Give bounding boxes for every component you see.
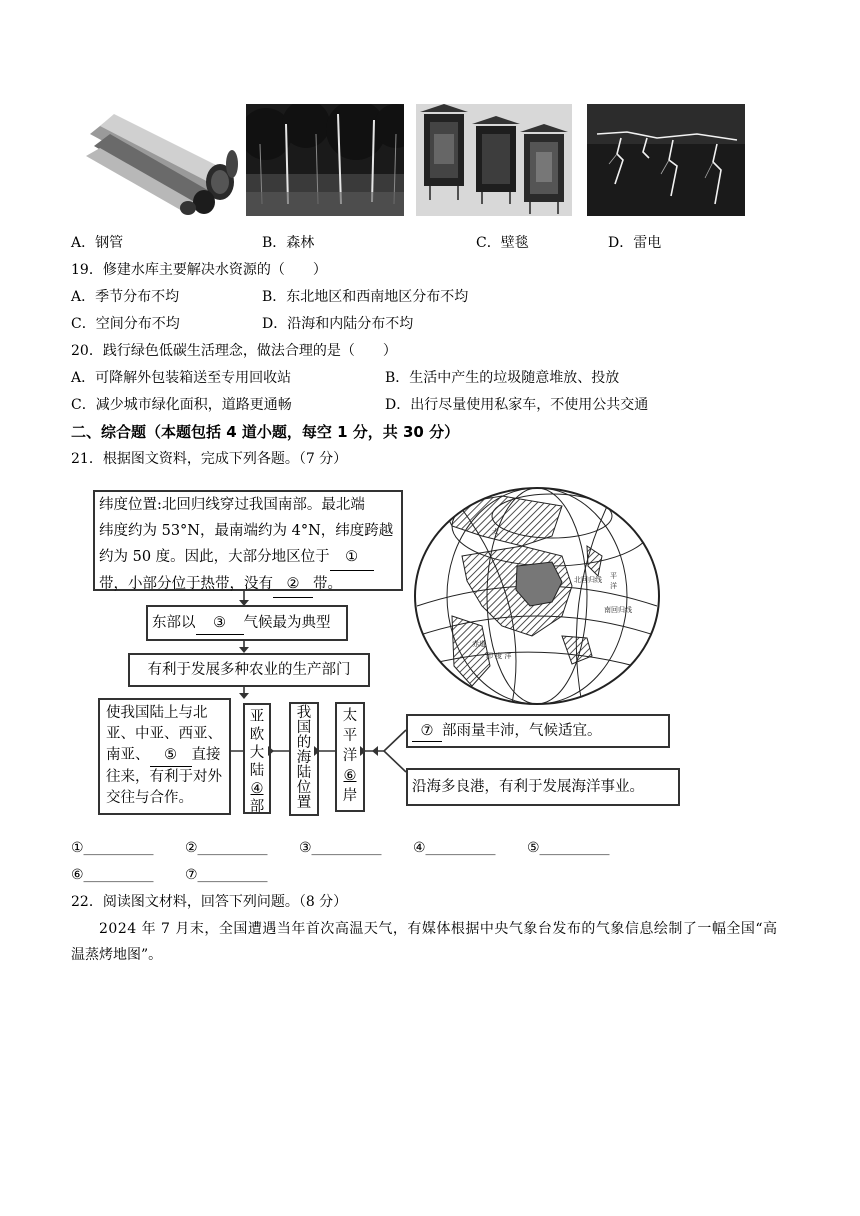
char: 陆 xyxy=(296,765,312,781)
section-title: 二、综合题（本题包括 4 道小题，每空 1 分，共 30 分） xyxy=(71,423,460,441)
east-climate-text xyxy=(152,607,342,639)
option-text: 森林 xyxy=(286,235,315,251)
char: 洋 xyxy=(342,748,358,764)
globe-label-tai: 太 xyxy=(492,528,499,536)
china-position-box xyxy=(289,702,319,816)
globe-label-indian-ocean: 印 度 洋 xyxy=(486,652,512,660)
q22-stem: 22．阅读图文材料，回答下列问题。（8 分） xyxy=(71,894,348,910)
answer-blank-2[interactable]: ②__________ xyxy=(185,840,268,856)
option-letter: C． xyxy=(476,235,501,251)
blank-7: ⑦ xyxy=(412,721,442,742)
char: 的 xyxy=(296,735,312,751)
answer-blank-1[interactable]: ①__________ xyxy=(71,840,154,856)
latitude-line-4 xyxy=(99,571,401,598)
option-letter: D． xyxy=(608,235,634,251)
q22-paragraph-line-1: 2024 年 7 月末，全国遭遇当年首次高温天气，有媒体根据中央气象台发布的气象信息绘制了一幅全国“高 xyxy=(99,921,778,937)
q19-option-b: B．东北地区和西南地区分布不均 xyxy=(262,289,469,305)
rainfall-box xyxy=(406,714,670,748)
q22-paragraph-line-2: 温蒸烤地图”。 xyxy=(71,947,163,963)
pacific-box xyxy=(335,702,365,812)
q19-option-a: A．季节分布不均 xyxy=(71,289,180,305)
q20-option-c: C．减少城市绿化面积，道路更通畅 xyxy=(71,397,292,413)
text: 带。 xyxy=(313,576,342,592)
answer-blank-5[interactable]: ⑤__________ xyxy=(527,840,610,856)
blank-6: ⑥ xyxy=(343,768,357,784)
rainfall-text xyxy=(412,716,664,746)
globe-label-tropic-cancer: 北回归线 xyxy=(574,576,602,584)
east-climate-box xyxy=(146,605,348,641)
char: 太 xyxy=(342,708,358,724)
text: 东部以 xyxy=(152,615,196,631)
blank-3: ③ xyxy=(196,612,244,635)
char: 部 xyxy=(249,799,265,815)
blank-2: ② xyxy=(273,571,313,598)
answer-blank-3[interactable]: ③__________ xyxy=(299,840,382,856)
q19-stem: 19．修建水库主要解决水资源的（ ） xyxy=(71,262,327,278)
char: 海 xyxy=(296,750,312,766)
q21-answers-row-2 xyxy=(71,865,299,885)
char: 国 xyxy=(296,720,312,736)
char: 亚 xyxy=(249,709,265,725)
land-exchange-box xyxy=(98,698,231,815)
q20-stem: 20．践行绿色低碳生活理念，做法合理的是（ ） xyxy=(71,343,397,359)
q20-option-b: B．生活中产生的垃圾随意堆放、投放 xyxy=(385,370,620,386)
char: 置 xyxy=(296,795,312,811)
option-letter: A． xyxy=(71,235,96,251)
blank-5: ⑤ xyxy=(150,745,192,767)
latitude-line-3 xyxy=(99,544,401,571)
text: 带，小部分位于热带，没有 xyxy=(99,576,273,592)
globe-label-yang: 洋 xyxy=(610,582,617,590)
q20-option-a: A．可降解外包装箱送至专用回收站 xyxy=(71,370,292,386)
latitude-line-2: 纬度约为 53°N，最南端约为 4°N，纬度跨越 xyxy=(99,523,394,539)
char: 陆 xyxy=(249,763,265,779)
latitude-line-1: 纬度位置:北回归线穿过我国南部。最北端 xyxy=(99,497,365,513)
land-line-3 xyxy=(106,745,229,767)
char: 位 xyxy=(296,780,312,796)
globe-label-tropic-capricorn: 南回归线 xyxy=(604,606,632,614)
latitude-box xyxy=(93,490,403,591)
text: 气候最为典型 xyxy=(243,615,331,631)
ports-box xyxy=(406,768,680,806)
globe-label-ping: 平 xyxy=(610,572,617,580)
char: 我 xyxy=(296,705,312,721)
text: 部雨量丰沛，气候适宜。 xyxy=(442,723,602,739)
q20-option-d: D．出行尽量使用私家车，不使用公共交通 xyxy=(385,397,649,413)
option-text: 雷电 xyxy=(633,235,662,251)
q21-stem: 21．根据图文资料，完成下列各题。（7 分） xyxy=(71,451,348,467)
q19-option-d: D．沿海和内陆分布不均 xyxy=(262,316,414,332)
agriculture-box xyxy=(128,653,370,687)
land-line-4: 往来，有利于对外 xyxy=(106,769,222,785)
text: 直接 xyxy=(191,747,221,763)
ports-text: 沿海多良港，有利于发展海洋事业。 xyxy=(412,779,644,795)
option-text: 壁毯 xyxy=(500,235,529,251)
globe-label-equator: 赤道 xyxy=(472,640,486,648)
answer-blank-7[interactable]: ⑦__________ xyxy=(185,867,268,883)
blank-1: ① xyxy=(330,544,374,571)
blank-4: ④ xyxy=(250,781,264,797)
land-line-1: 使我国陆上与北 xyxy=(106,705,208,721)
char: 平 xyxy=(342,728,358,744)
option-letter: B． xyxy=(262,235,287,251)
q19-option-c: C．空间分布不均 xyxy=(71,316,180,332)
land-line-2: 亚、中亚、西亚、 xyxy=(106,726,222,742)
globe-map xyxy=(412,486,662,706)
land-line-5: 交往与合作。 xyxy=(106,790,193,806)
eurasia-box xyxy=(243,703,271,814)
char: 大 xyxy=(249,745,265,761)
char: 岸 xyxy=(342,788,358,804)
agriculture-text: 有利于发展多种农业的生产部门 xyxy=(147,662,351,678)
q21-answers-row-1 xyxy=(71,838,641,858)
answer-blank-6[interactable]: ⑥__________ xyxy=(71,867,154,883)
answer-blank-4[interactable]: ④__________ xyxy=(413,840,496,856)
char: 欧 xyxy=(249,727,265,743)
text: 南亚、 xyxy=(106,747,150,763)
option-text: 钢管 xyxy=(95,235,124,251)
text: 约为 50 度。因此，大部分地区位于 xyxy=(99,549,330,565)
